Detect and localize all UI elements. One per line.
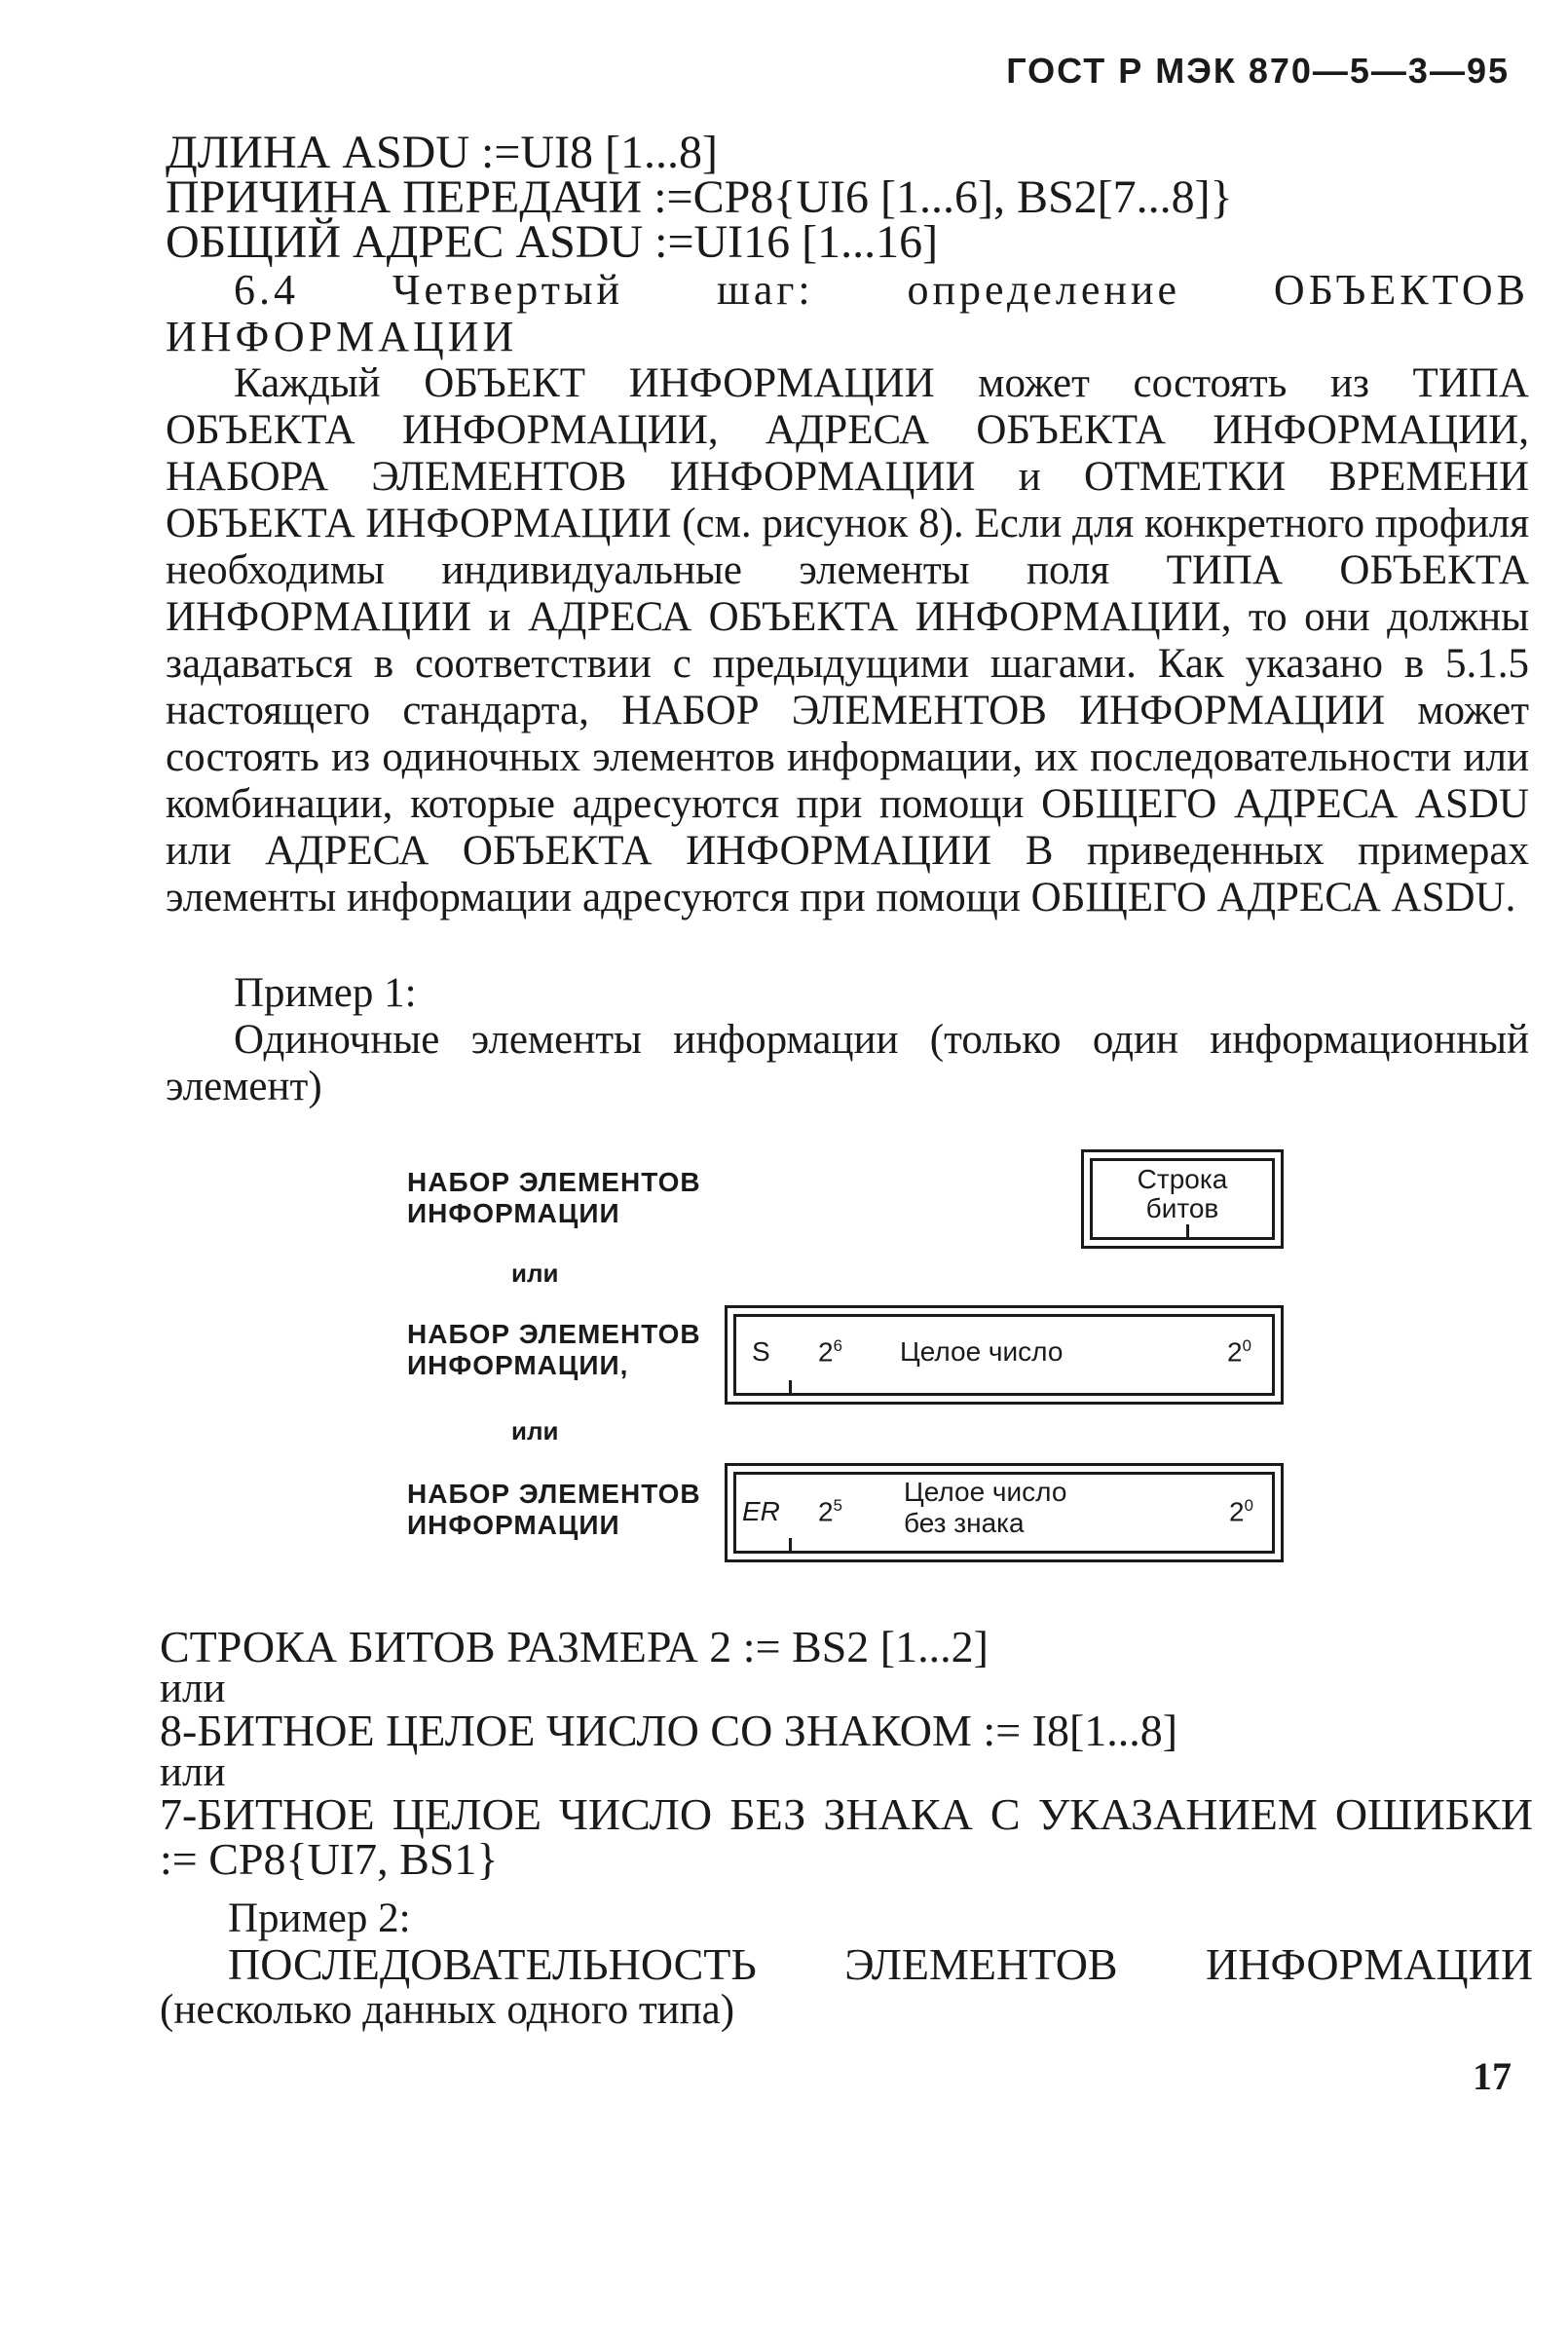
figure-label-3: НАБОР ЭЛЕМЕНТОВ ИНФОРМАЦИИ [407, 1479, 701, 1540]
or-line: или [160, 1666, 226, 1711]
unsigned-integer-cell [733, 1472, 1275, 1554]
low-exponent-label: $2^0$ [1227, 1336, 1251, 1368]
step-heading: 6.4 Четвертый шаг: определение ОБЪЕКТОВ ИНФОРМАЦИИ [166, 266, 1529, 360]
signed-integer-box [725, 1305, 1284, 1405]
example2-title: Пример 2: [228, 1895, 411, 1941]
bit-string-label-line1: Строка [1137, 1164, 1228, 1194]
signed-integer-tick [789, 1380, 792, 1396]
error-bit-label: ER [742, 1496, 780, 1526]
definition-line: ДЛИНА ASDU :=UI8 [1...8] [166, 127, 718, 178]
page-number: 17 [1473, 2054, 1512, 2098]
definition-line: ОБЩИЙ АДРЕС ASDU :=UI16 [1...16] [166, 216, 939, 268]
definition-line: СТРОКА БИТОВ РАЗМЕРА 2 := BS2 [1...2] [160, 1622, 989, 1671]
high-exponent-label: $2^6$ [818, 1336, 842, 1368]
low-exponent-label: $2^0$ [1229, 1496, 1253, 1527]
unsigned-integer-tick [789, 1538, 792, 1554]
example1-block [166, 970, 1529, 1110]
figure-label-1: НАБОР ЭЛЕМЕНТОВ ИНФОРМАЦИИ [407, 1167, 701, 1228]
step-heading-block [166, 267, 1529, 360]
figure-label-2: НАБОР ЭЛЕМЕНТОВ ИНФОРМАЦИИ, [407, 1319, 701, 1380]
definition-line: 7-БИТНОЕ ЦЕЛОЕ ЧИСЛО БЕЗ ЗНАКА С УКАЗАНИЕМ ОШИБКИ := CP8{UI7, BS1} [160, 1789, 1533, 1884]
high-exponent-label: $2^5$ [818, 1496, 842, 1527]
signed-integer-cell [733, 1314, 1275, 1396]
definition-line: 8-БИТНОЕ ЦЕЛОЕ ЧИСЛО СО ЗНАКОМ := I8[1...8] [160, 1706, 1178, 1755]
example1-title: Пример 1: [234, 970, 417, 1016]
page-header: ГОСТ Р МЭК 870—5—3—95 [1006, 51, 1510, 91]
unsigned-integer-box [725, 1463, 1284, 1562]
sign-bit-label: S [752, 1336, 770, 1367]
bit-string-tick [1186, 1224, 1189, 1240]
figure-or-1: или [511, 1258, 559, 1288]
integer-label: Целое число [900, 1336, 1064, 1367]
definition-line: ПРИЧИНА ПЕРЕДАЧИ :=CP8{UI6 [1...6], BS2[7...8]} [166, 171, 1233, 223]
main-paragraph: Каждый ОБЪЕКТ ИНФОРМАЦИИ может состоять из ТИПА ОБЪЕКТА ИНФОРМАЦИИ, АДРЕСА ОБЪЕКТА ИНФОРМАЦИИ, НАБОРА ЭЛЕМЕНТОВ ИНФОРМАЦИИ и ОТМЕТКИ ВРЕМЕНИ ОБЪЕКТА ИНФОРМАЦИИ (см. рисунок 8). Если для конкретного профиля необходимы индивидуальные элементы поля ТИПА ОБЪЕКТА ИНФОРМАЦИИ и АДРЕСА ОБЪЕКТА ИНФОРМАЦИИ, то они должны задаваться в соответствии с предыдущими шагами. Как указано в 5.1.5 настоящего стандарта, НАБОР ЭЛЕМЕНТОВ ИНФОРМАЦИИ может состоять из одиночных элементов информации, их последовательности или комбинации, которые адресуются при помощи ОБЩЕГО АДРЕСА ASDU или АДРЕСА ОБЪЕКТА ИНФОРМАЦИИ В приведенных примерах элементы информации адресуются при помощи ОБЩЕГО АДРЕСА ASDU. [166, 360, 1529, 920]
or-line: или [160, 1749, 226, 1795]
example2-heading: ПОСЛЕДОВАТЕЛЬНОСТЬ ЭЛЕМЕНТОВ ИНФОРМАЦИИ [228, 1939, 1533, 1989]
main-paragraph-block [166, 360, 1529, 921]
definitions-block [166, 127, 1529, 268]
example2-note: (несколько данных одного типа) [160, 1987, 735, 2033]
definitions-block-2 [160, 1622, 1533, 1884]
figure-or-2: или [511, 1416, 559, 1445]
example2-block [160, 1895, 1533, 2034]
example1-description: Одиночные элементы информации (только один информационный элемент) [166, 1017, 1529, 1109]
unsigned-integer-label: Целое число без знака [904, 1477, 1067, 1538]
bit-string-cell [1090, 1158, 1275, 1240]
bit-string-box [1081, 1149, 1284, 1249]
bit-string-label-line2: битов [1145, 1193, 1219, 1223]
